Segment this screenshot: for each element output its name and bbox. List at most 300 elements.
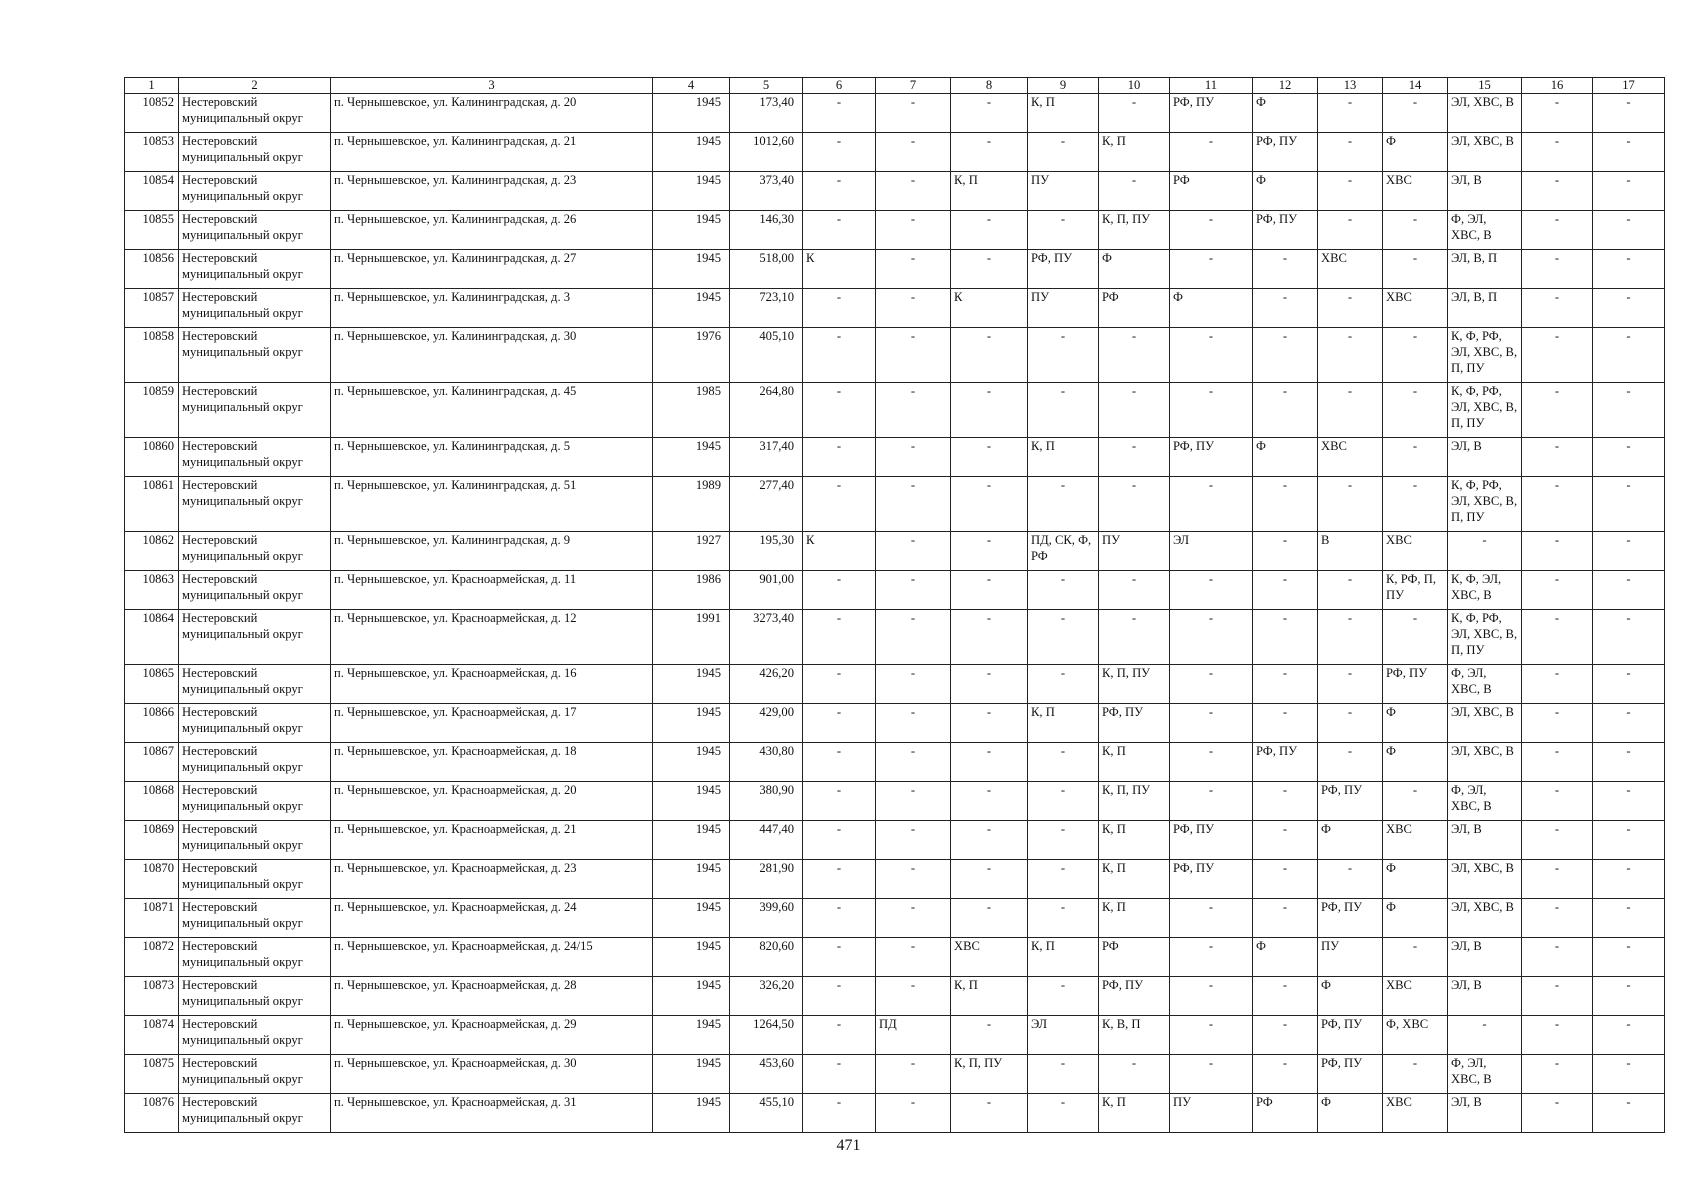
table-cell: п. Чернышевское, ул. Красноармейская, д. 12 — [331, 610, 653, 665]
table-cell: - — [1383, 477, 1448, 532]
table-cell: 10857 — [125, 289, 179, 328]
table-cell: - — [1593, 328, 1665, 383]
table-cell: 10861 — [125, 477, 179, 532]
column-header: 15 — [1448, 78, 1522, 94]
table-cell: - — [803, 211, 876, 250]
column-header: 5 — [730, 78, 803, 94]
table-cell: 10856 — [125, 250, 179, 289]
table-cell: РФ, ПУ — [1170, 94, 1253, 133]
table-cell: Нестеровский муниципальный округ — [179, 782, 331, 821]
table-cell: ПД, СК, Ф, РФ — [1028, 532, 1099, 571]
table-cell: - — [876, 477, 951, 532]
table-cell: - — [1593, 938, 1665, 977]
table-cell: - — [803, 977, 876, 1016]
table-cell: - — [951, 782, 1028, 821]
table-row — [125, 899, 1665, 938]
table-cell: - — [1522, 1094, 1593, 1133]
table-cell: К, П — [1099, 821, 1170, 860]
table-row — [125, 172, 1665, 211]
table-cell: Нестеровский муниципальный округ — [179, 977, 331, 1016]
table-cell: 277,40 — [730, 477, 803, 532]
table-cell: 10865 — [125, 665, 179, 704]
column-header: 12 — [1253, 78, 1318, 94]
table-cell: - — [1099, 1055, 1170, 1094]
table-cell: - — [1028, 1055, 1099, 1094]
column-header: 9 — [1028, 78, 1099, 94]
table-cell: - — [876, 610, 951, 665]
table-cell: 1945 — [653, 782, 730, 821]
table-cell: 1991 — [653, 610, 730, 665]
table-cell: - — [803, 938, 876, 977]
table-cell: 1264,50 — [730, 1016, 803, 1055]
table-cell: Ф — [1383, 860, 1448, 899]
column-header: 13 — [1318, 78, 1383, 94]
table-cell: - — [803, 172, 876, 211]
table-cell: - — [1383, 1055, 1448, 1094]
table-cell: - — [1318, 743, 1383, 782]
table-cell: К, Ф, ЭЛ, ХВС, В — [1448, 571, 1522, 610]
table-cell: 1945 — [653, 665, 730, 704]
header-row — [125, 78, 1665, 94]
table-cell: К, Ф, РФ, ЭЛ, ХВС, В, П, ПУ — [1448, 610, 1522, 665]
table-cell: - — [1522, 383, 1593, 438]
table-cell: Ф — [1253, 172, 1318, 211]
table-cell: п. Чернышевское, ул. Калининградская, д. 23 — [331, 172, 653, 211]
table-cell: РФ, ПУ — [1318, 782, 1383, 821]
table-row — [125, 704, 1665, 743]
table-row — [125, 571, 1665, 610]
table-cell: К, П, ПУ — [1099, 211, 1170, 250]
table-cell: Нестеровский муниципальный округ — [179, 1055, 331, 1094]
table-cell: 10854 — [125, 172, 179, 211]
table-cell: 10853 — [125, 133, 179, 172]
table-cell: ХВС — [1383, 1094, 1448, 1133]
table-cell: - — [876, 250, 951, 289]
table-cell: - — [951, 211, 1028, 250]
table-cell: К, П — [1099, 1094, 1170, 1133]
table-cell: - — [876, 1055, 951, 1094]
table-cell: - — [1318, 211, 1383, 250]
table-cell: - — [1593, 1016, 1665, 1055]
table-row — [125, 938, 1665, 977]
table-cell: Нестеровский муниципальный округ — [179, 250, 331, 289]
table-cell: 1945 — [653, 1016, 730, 1055]
table-cell: п. Чернышевское, ул. Калининградская, д. 26 — [331, 211, 653, 250]
table-cell: п. Чернышевское, ул. Калининградская, д. 45 — [331, 383, 653, 438]
table-cell: - — [1593, 383, 1665, 438]
table-cell: ЭЛ, В — [1448, 821, 1522, 860]
table-cell: - — [1593, 1055, 1665, 1094]
table-cell: - — [1522, 438, 1593, 477]
table-cell: 901,00 — [730, 571, 803, 610]
table-cell: Нестеровский муниципальный округ — [179, 172, 331, 211]
table-cell: - — [1383, 610, 1448, 665]
table-cell: - — [1593, 610, 1665, 665]
table-cell: - — [1522, 328, 1593, 383]
table-cell: 1945 — [653, 938, 730, 977]
table-cell: п. Чернышевское, ул. Калининградская, д. 9 — [331, 532, 653, 571]
table-row — [125, 743, 1665, 782]
table-cell: - — [1318, 328, 1383, 383]
table-cell: - — [1522, 899, 1593, 938]
table-cell: Нестеровский муниципальный округ — [179, 211, 331, 250]
table-row — [125, 1055, 1665, 1094]
table-cell: РФ, ПУ — [1170, 438, 1253, 477]
table-cell: - — [1522, 133, 1593, 172]
table-cell: - — [1253, 383, 1318, 438]
table-cell: - — [1522, 571, 1593, 610]
table-row — [125, 532, 1665, 571]
table-cell: 1945 — [653, 899, 730, 938]
table-cell: ЭЛ, В — [1448, 977, 1522, 1016]
table-cell: Ф — [1253, 938, 1318, 977]
table-cell: ЭЛ, ХВС, В — [1448, 860, 1522, 899]
table-cell: - — [1253, 610, 1318, 665]
table-cell: - — [1253, 977, 1318, 1016]
table-cell: - — [1170, 133, 1253, 172]
table-cell: 518,00 — [730, 250, 803, 289]
table-cell: Нестеровский муниципальный округ — [179, 571, 331, 610]
table-cell: - — [803, 477, 876, 532]
table-cell: - — [1253, 477, 1318, 532]
table-cell: - — [1522, 860, 1593, 899]
table-cell: - — [1170, 743, 1253, 782]
table-cell: - — [1170, 610, 1253, 665]
table-cell: - — [1028, 782, 1099, 821]
table-cell: п. Чернышевское, ул. Красноармейская, д. 21 — [331, 821, 653, 860]
table-cell: ХВС — [1383, 977, 1448, 1016]
table-cell: - — [1522, 477, 1593, 532]
table-cell: 10864 — [125, 610, 179, 665]
table-cell: ХВС — [951, 938, 1028, 977]
table-cell: 1945 — [653, 250, 730, 289]
table-cell: Нестеровский муниципальный округ — [179, 133, 331, 172]
table-cell: 10875 — [125, 1055, 179, 1094]
table-cell: 10870 — [125, 860, 179, 899]
table-cell: К — [803, 250, 876, 289]
table-cell: п. Чернышевское, ул. Калининградская, д. 27 — [331, 250, 653, 289]
table-cell: РФ — [1099, 289, 1170, 328]
table-cell: - — [1028, 571, 1099, 610]
table-cell: 1945 — [653, 438, 730, 477]
table-cell: Ф — [1253, 94, 1318, 133]
table-cell: Ф, ХВС — [1383, 1016, 1448, 1055]
table-cell: Нестеровский муниципальный округ — [179, 821, 331, 860]
table-cell: п. Чернышевское, ул. Красноармейская, д. 24 — [331, 899, 653, 938]
table-cell: - — [803, 743, 876, 782]
table-cell: - — [1522, 610, 1593, 665]
table-cell: К, П — [1028, 704, 1099, 743]
table-cell: - — [1170, 782, 1253, 821]
table-cell: ХВС — [1383, 289, 1448, 328]
table-cell: 10852 — [125, 94, 179, 133]
table-cell: - — [876, 328, 951, 383]
table-cell: Нестеровский муниципальный округ — [179, 610, 331, 665]
table-row — [125, 821, 1665, 860]
table-cell: - — [876, 743, 951, 782]
table-cell: 1945 — [653, 860, 730, 899]
table-cell: - — [1383, 383, 1448, 438]
table-cell: - — [1170, 665, 1253, 704]
table-cell: п. Чернышевское, ул. Красноармейская, д. 11 — [331, 571, 653, 610]
table-cell: - — [803, 899, 876, 938]
table-cell: Нестеровский муниципальный округ — [179, 94, 331, 133]
table-row — [125, 328, 1665, 383]
table-cell: - — [876, 289, 951, 328]
table-cell: - — [1593, 821, 1665, 860]
table-cell: - — [1448, 532, 1522, 571]
table-cell: п. Чернышевское, ул. Калининградская, д. 30 — [331, 328, 653, 383]
table-cell: 1945 — [653, 94, 730, 133]
table-cell: 10874 — [125, 1016, 179, 1055]
table-cell: - — [876, 1094, 951, 1133]
table-cell: 10872 — [125, 938, 179, 977]
table-cell: ЭЛ, ХВС, В — [1448, 133, 1522, 172]
table-cell: п. Чернышевское, ул. Калининградская, д. 20 — [331, 94, 653, 133]
table-cell: ПУ — [1318, 938, 1383, 977]
table-cell: ЭЛ, В — [1448, 1094, 1522, 1133]
table-cell: ЭЛ, ХВС, В — [1448, 743, 1522, 782]
table-cell: - — [876, 860, 951, 899]
table-cell: - — [1253, 1016, 1318, 1055]
table-cell: - — [1253, 782, 1318, 821]
table-cell: - — [876, 665, 951, 704]
table-cell: 1927 — [653, 532, 730, 571]
table-cell: К, П — [1099, 133, 1170, 172]
table-cell: РФ, ПУ — [1318, 1016, 1383, 1055]
table-cell: - — [876, 94, 951, 133]
table-cell: ХВС — [1318, 250, 1383, 289]
table-cell: 1945 — [653, 289, 730, 328]
table-cell: - — [951, 383, 1028, 438]
table-cell: ПД — [876, 1016, 951, 1055]
table-cell: - — [1170, 571, 1253, 610]
table-cell: - — [876, 133, 951, 172]
table-row — [125, 250, 1665, 289]
table-cell: Нестеровский муниципальный округ — [179, 532, 331, 571]
table-cell: 10862 — [125, 532, 179, 571]
table-cell: п. Чернышевское, ул. Калининградская, д. 5 — [331, 438, 653, 477]
table-cell: - — [1593, 571, 1665, 610]
table-cell: - — [1593, 782, 1665, 821]
column-header: 3 — [331, 78, 653, 94]
table-cell: ЭЛ, ХВС, В — [1448, 704, 1522, 743]
table-cell: К, В, П — [1099, 1016, 1170, 1055]
table-cell: п. Чернышевское, ул. Красноармейская, д. 17 — [331, 704, 653, 743]
table-cell: - — [1383, 938, 1448, 977]
table-cell: Нестеровский муниципальный округ — [179, 899, 331, 938]
column-header: 7 — [876, 78, 951, 94]
table-cell: ЭЛ — [1028, 1016, 1099, 1055]
table-cell: - — [1028, 821, 1099, 860]
table-cell: 326,20 — [730, 977, 803, 1016]
table-cell: К — [951, 289, 1028, 328]
table-cell: - — [1522, 821, 1593, 860]
table-cell: - — [803, 821, 876, 860]
table-cell: 1945 — [653, 172, 730, 211]
table-cell: 1945 — [653, 133, 730, 172]
table-cell: - — [876, 977, 951, 1016]
table-cell: Ф — [1318, 977, 1383, 1016]
table-cell: - — [1318, 610, 1383, 665]
table-cell: - — [951, 571, 1028, 610]
table-row — [125, 665, 1665, 704]
table-cell: 317,40 — [730, 438, 803, 477]
table-cell: РФ, ПУ — [1099, 704, 1170, 743]
table-cell: - — [876, 938, 951, 977]
table-cell: - — [1318, 571, 1383, 610]
table-cell: - — [1593, 532, 1665, 571]
table-cell: - — [1253, 1055, 1318, 1094]
table-cell: 399,60 — [730, 899, 803, 938]
table-cell: ХВС — [1383, 172, 1448, 211]
table-row — [125, 1094, 1665, 1133]
column-header: 2 — [179, 78, 331, 94]
table-cell: - — [1383, 211, 1448, 250]
table-cell: Нестеровский муниципальный округ — [179, 289, 331, 328]
table-cell: - — [1593, 704, 1665, 743]
table-cell: РФ, ПУ — [1253, 133, 1318, 172]
table-cell: Нестеровский муниципальный округ — [179, 743, 331, 782]
table-cell: 146,30 — [730, 211, 803, 250]
table-cell: 447,40 — [730, 821, 803, 860]
table-cell: Ф, ЭЛ, ХВС, В — [1448, 211, 1522, 250]
table-cell: РФ, ПУ — [1318, 899, 1383, 938]
table-cell: - — [1099, 610, 1170, 665]
table-cell: - — [1383, 328, 1448, 383]
table-cell: 1945 — [653, 743, 730, 782]
table-cell: - — [1253, 532, 1318, 571]
table-cell: - — [951, 704, 1028, 743]
table-cell: ХВС — [1383, 532, 1448, 571]
table-cell: ЭЛ — [1170, 532, 1253, 571]
table-cell: - — [1028, 328, 1099, 383]
table-cell: Ф, ЭЛ, ХВС, В — [1448, 665, 1522, 704]
table-cell: - — [1170, 383, 1253, 438]
table-cell: - — [1170, 977, 1253, 1016]
table-cell: - — [1522, 704, 1593, 743]
table-cell: - — [803, 571, 876, 610]
table-cell: - — [1593, 1094, 1665, 1133]
table-cell: - — [1593, 438, 1665, 477]
table-cell: - — [1522, 938, 1593, 977]
table-cell: - — [1170, 899, 1253, 938]
table-cell: - — [876, 899, 951, 938]
column-header: 17 — [1593, 78, 1665, 94]
table-row — [125, 477, 1665, 532]
table-cell: - — [1099, 571, 1170, 610]
table-cell: - — [1522, 743, 1593, 782]
table-cell: - — [1522, 211, 1593, 250]
table-cell: Нестеровский муниципальный округ — [179, 1016, 331, 1055]
table-cell: - — [951, 1094, 1028, 1133]
table-cell: - — [876, 704, 951, 743]
table-cell: 10860 — [125, 438, 179, 477]
table-cell: ПУ — [1028, 172, 1099, 211]
table-cell: - — [1522, 977, 1593, 1016]
table-row — [125, 133, 1665, 172]
table-cell: 173,40 — [730, 94, 803, 133]
table-cell: - — [1522, 289, 1593, 328]
table-cell: - — [1593, 977, 1665, 1016]
table-cell: ЭЛ, В — [1448, 938, 1522, 977]
column-header: 14 — [1383, 78, 1448, 94]
table-cell: - — [1028, 899, 1099, 938]
table-cell: 1945 — [653, 211, 730, 250]
table-cell: - — [951, 94, 1028, 133]
table-cell: - — [1170, 477, 1253, 532]
table-cell: Нестеровский муниципальный округ — [179, 383, 331, 438]
table-cell: К, Ф, РФ, ЭЛ, ХВС, В, П, ПУ — [1448, 383, 1522, 438]
table-cell: - — [1170, 704, 1253, 743]
table-cell: - — [1028, 860, 1099, 899]
table-cell: - — [1318, 860, 1383, 899]
table-cell: К, П — [1099, 743, 1170, 782]
table-cell: 10863 — [125, 571, 179, 610]
table-cell: 1945 — [653, 1055, 730, 1094]
page-number: 471 — [836, 1137, 861, 1154]
table-cell: К — [803, 532, 876, 571]
table-cell: - — [951, 133, 1028, 172]
table-cell: 405,10 — [730, 328, 803, 383]
table-cell: - — [1028, 977, 1099, 1016]
table-cell: - — [951, 438, 1028, 477]
table-cell: - — [876, 211, 951, 250]
table-cell: 10876 — [125, 1094, 179, 1133]
table-cell: - — [1099, 438, 1170, 477]
table-cell: - — [1253, 821, 1318, 860]
table-cell: Нестеровский муниципальный округ — [179, 704, 331, 743]
column-header: 6 — [803, 78, 876, 94]
table-cell: РФ, ПУ — [1099, 977, 1170, 1016]
table-cell: п. Чернышевское, ул. Красноармейская, д. 20 — [331, 782, 653, 821]
table-cell: - — [951, 743, 1028, 782]
table-row — [125, 610, 1665, 665]
table-cell: К, П, ПУ — [951, 1055, 1028, 1094]
table-cell: - — [1318, 665, 1383, 704]
table-cell: К, П, ПУ — [1099, 665, 1170, 704]
table-cell: Нестеровский муниципальный округ — [179, 328, 331, 383]
table-cell: п. Чернышевское, ул. Красноармейская, д. 18 — [331, 743, 653, 782]
table-cell: К, П — [1099, 860, 1170, 899]
table-cell: 1012,60 — [730, 133, 803, 172]
table-cell: - — [1593, 94, 1665, 133]
table-cell: - — [803, 782, 876, 821]
table-cell: Нестеровский муниципальный округ — [179, 665, 331, 704]
table-cell: Нестеровский муниципальный округ — [179, 477, 331, 532]
table-cell: - — [876, 571, 951, 610]
table-cell: Ф — [1170, 289, 1253, 328]
column-header: 11 — [1170, 78, 1253, 94]
registry-table — [124, 77, 1665, 1133]
table-cell: - — [1383, 438, 1448, 477]
table-cell: п. Чернышевское, ул. Красноармейская, д. 30 — [331, 1055, 653, 1094]
table-cell: ПУ — [1028, 289, 1099, 328]
table-cell: - — [1593, 172, 1665, 211]
table-cell: - — [1593, 289, 1665, 328]
table-cell: 455,10 — [730, 1094, 803, 1133]
table-cell: - — [1253, 860, 1318, 899]
table-cell: - — [803, 1094, 876, 1133]
table-row — [125, 438, 1665, 477]
table-cell: - — [1253, 328, 1318, 383]
table-cell: РФ, ПУ — [1383, 665, 1448, 704]
table-row — [125, 94, 1665, 133]
table-cell: - — [951, 899, 1028, 938]
table-cell: 10859 — [125, 383, 179, 438]
table-row — [125, 383, 1665, 438]
table-cell: - — [1170, 938, 1253, 977]
